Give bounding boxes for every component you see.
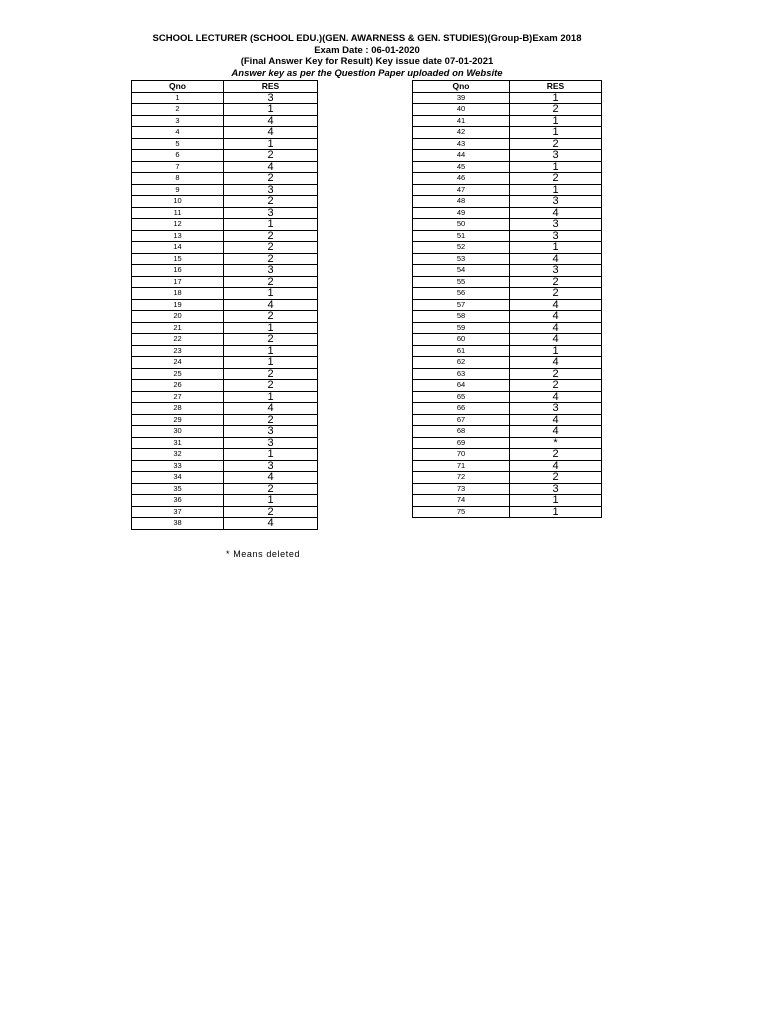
table-row	[413, 437, 602, 449]
answer-response: 1	[224, 288, 318, 300]
question-number: 67	[413, 414, 510, 426]
question-number: 63	[413, 368, 510, 380]
answer-response: 4	[224, 403, 318, 415]
question-number: 18	[132, 288, 224, 300]
answer-response: 4	[510, 207, 602, 219]
question-number: 42	[413, 127, 510, 139]
answer-response: 1	[510, 495, 602, 507]
table-row	[132, 426, 318, 438]
answer-response: 2	[224, 173, 318, 185]
table-row	[413, 127, 602, 139]
table-row	[132, 506, 318, 518]
question-number: 25	[132, 368, 224, 380]
question-number: 62	[413, 357, 510, 369]
answer-response: *	[510, 437, 602, 449]
answer-response: 4	[510, 334, 602, 346]
table-row	[413, 184, 602, 196]
table-row	[132, 138, 318, 150]
table-row	[413, 368, 602, 380]
answer-response: 1	[224, 391, 318, 403]
table-row	[132, 253, 318, 265]
question-number: 5	[132, 138, 224, 150]
question-number: 71	[413, 460, 510, 472]
res-header: RES	[510, 81, 602, 93]
question-number: 53	[413, 253, 510, 265]
question-number: 10	[132, 196, 224, 208]
table-row	[413, 150, 602, 162]
answer-response: 3	[510, 483, 602, 495]
answer-response: 3	[224, 184, 318, 196]
question-number: 64	[413, 380, 510, 392]
table-row	[413, 506, 602, 518]
key-basis-note: Answer key as per the Question Paper uploaded on Website	[231, 67, 503, 79]
res-header: RES	[224, 81, 318, 93]
question-number: 24	[132, 357, 224, 369]
table-row	[132, 104, 318, 116]
table-row	[413, 345, 602, 357]
table-row	[413, 92, 602, 104]
table-row	[413, 449, 602, 461]
question-number: 19	[132, 299, 224, 311]
table-header-row	[132, 81, 318, 93]
answer-response: 1	[510, 242, 602, 254]
answer-response: 3	[224, 437, 318, 449]
table-row	[132, 380, 318, 392]
answer-response: 2	[510, 276, 602, 288]
answer-response: 3	[510, 196, 602, 208]
answer-response: 1	[224, 495, 318, 507]
answer-response: 3	[224, 265, 318, 277]
table-row	[413, 495, 602, 507]
table-row	[132, 368, 318, 380]
answer-response: 1	[510, 115, 602, 127]
answer-response: 2	[510, 368, 602, 380]
table-row	[132, 161, 318, 173]
question-number: 48	[413, 196, 510, 208]
answer-response: 4	[224, 127, 318, 139]
question-number: 40	[413, 104, 510, 116]
answer-response: 3	[510, 265, 602, 277]
table-row	[132, 276, 318, 288]
answer-response: 2	[224, 368, 318, 380]
question-number: 43	[413, 138, 510, 150]
answer-response: 3	[510, 150, 602, 162]
question-number: 28	[132, 403, 224, 415]
question-number: 72	[413, 472, 510, 484]
question-number: 1	[132, 92, 224, 104]
question-number: 20	[132, 311, 224, 323]
question-number: 31	[132, 437, 224, 449]
table-row	[132, 311, 318, 323]
table-row	[132, 127, 318, 139]
table-row	[132, 115, 318, 127]
table-row	[132, 150, 318, 162]
question-number: 33	[132, 460, 224, 472]
question-number: 55	[413, 276, 510, 288]
table-row	[132, 345, 318, 357]
question-number: 70	[413, 449, 510, 461]
question-number: 60	[413, 334, 510, 346]
question-number: 41	[413, 115, 510, 127]
answer-response: 3	[510, 219, 602, 231]
answer-response: 4	[224, 518, 318, 530]
question-number: 49	[413, 207, 510, 219]
answer-response: 4	[510, 311, 602, 323]
question-number: 21	[132, 322, 224, 334]
answer-key-table-right	[412, 80, 602, 518]
question-number: 45	[413, 161, 510, 173]
question-number: 27	[132, 391, 224, 403]
answer-response: 2	[510, 449, 602, 461]
answer-response: 3	[224, 92, 318, 104]
answer-response: 1	[224, 104, 318, 116]
table-row	[132, 207, 318, 219]
question-number: 16	[132, 265, 224, 277]
table-row	[132, 184, 318, 196]
answer-response: 1	[224, 449, 318, 461]
question-number: 69	[413, 437, 510, 449]
table-row	[132, 449, 318, 461]
answer-response: 1	[224, 357, 318, 369]
table-row	[413, 219, 602, 231]
table-row	[413, 288, 602, 300]
answer-response: 2	[224, 242, 318, 254]
table-row	[413, 311, 602, 323]
question-number: 47	[413, 184, 510, 196]
answer-response: 4	[510, 253, 602, 265]
table-row	[413, 161, 602, 173]
table-row	[132, 518, 318, 530]
answer-response: 1	[224, 138, 318, 150]
question-number: 44	[413, 150, 510, 162]
question-number: 22	[132, 334, 224, 346]
answer-response: 2	[510, 173, 602, 185]
question-number: 11	[132, 207, 224, 219]
answer-response: 2	[224, 483, 318, 495]
answer-response: 2	[224, 334, 318, 346]
question-number: 56	[413, 288, 510, 300]
table-row	[132, 92, 318, 104]
table-row	[132, 437, 318, 449]
table-row	[132, 265, 318, 277]
table-row	[132, 495, 318, 507]
question-number: 12	[132, 219, 224, 231]
answer-response: 2	[224, 150, 318, 162]
question-number: 4	[132, 127, 224, 139]
table-row	[132, 288, 318, 300]
question-number: 75	[413, 506, 510, 518]
question-number: 61	[413, 345, 510, 357]
question-number: 17	[132, 276, 224, 288]
qno-header: Qno	[413, 81, 510, 93]
answer-response: 3	[510, 230, 602, 242]
answer-response: 1	[224, 322, 318, 334]
question-number: 6	[132, 150, 224, 162]
question-number: 57	[413, 299, 510, 311]
answer-response: 4	[510, 322, 602, 334]
qno-header: Qno	[132, 81, 224, 93]
table-row	[413, 173, 602, 185]
table-row	[413, 138, 602, 150]
answer-response: 3	[224, 460, 318, 472]
table-row	[132, 230, 318, 242]
question-number: 54	[413, 265, 510, 277]
table-row	[413, 322, 602, 334]
answer-response: 1	[510, 92, 602, 104]
answer-response: 1	[510, 506, 602, 518]
table-row	[413, 299, 602, 311]
table-row	[413, 115, 602, 127]
document-header	[0, 33, 734, 79]
deleted-note: * Means deleted	[226, 549, 301, 559]
question-number: 32	[132, 449, 224, 461]
answer-response: 1	[510, 184, 602, 196]
question-number: 68	[413, 426, 510, 438]
question-number: 15	[132, 253, 224, 265]
question-number: 59	[413, 322, 510, 334]
table-row	[132, 357, 318, 369]
question-number: 26	[132, 380, 224, 392]
table-row	[413, 426, 602, 438]
question-number: 9	[132, 184, 224, 196]
table-row	[132, 299, 318, 311]
table-row	[413, 357, 602, 369]
question-number: 52	[413, 242, 510, 254]
table-row	[132, 472, 318, 484]
answer-response: 2	[510, 288, 602, 300]
question-number: 74	[413, 495, 510, 507]
question-number: 7	[132, 161, 224, 173]
table-row	[413, 242, 602, 254]
question-number: 34	[132, 472, 224, 484]
question-number: 65	[413, 391, 510, 403]
question-number: 35	[132, 483, 224, 495]
answer-response: 4	[224, 299, 318, 311]
table-row	[413, 207, 602, 219]
question-number: 66	[413, 403, 510, 415]
answer-response: 4	[510, 299, 602, 311]
question-number: 29	[132, 414, 224, 426]
question-number: 30	[132, 426, 224, 438]
table-row	[132, 460, 318, 472]
answer-response: 2	[510, 472, 602, 484]
answer-response: 2	[224, 230, 318, 242]
table-row	[132, 483, 318, 495]
table-row	[413, 104, 602, 116]
answer-response: 4	[510, 426, 602, 438]
table-row	[413, 460, 602, 472]
table-row	[132, 219, 318, 231]
exam-title: SCHOOL LECTURER (SCHOOL EDU.)(GEN. AWARNESS & GEN. STUDIES)(Group-B)Exam 2018	[152, 33, 582, 44]
question-number: 51	[413, 230, 510, 242]
answer-response: 4	[510, 357, 602, 369]
answer-response: 2	[224, 414, 318, 426]
question-number: 73	[413, 483, 510, 495]
table-row	[413, 380, 602, 392]
question-number: 46	[413, 173, 510, 185]
table-row	[413, 276, 602, 288]
answer-key-table-left	[131, 80, 318, 530]
answer-response: 3	[224, 426, 318, 438]
question-number: 37	[132, 506, 224, 518]
question-number: 39	[413, 92, 510, 104]
table-row	[132, 334, 318, 346]
table-header-row	[413, 81, 602, 93]
question-number: 2	[132, 104, 224, 116]
answer-response: 1	[224, 345, 318, 357]
answer-response: 2	[224, 506, 318, 518]
table-row	[413, 230, 602, 242]
question-number: 58	[413, 311, 510, 323]
table-row	[132, 391, 318, 403]
table-row	[132, 242, 318, 254]
question-number: 38	[132, 518, 224, 530]
table-row	[413, 472, 602, 484]
table-row	[132, 403, 318, 415]
table-row	[132, 414, 318, 426]
answer-response: 2	[224, 380, 318, 392]
answer-response: 3	[510, 403, 602, 415]
answer-response: 2	[510, 104, 602, 116]
answer-response: 1	[510, 127, 602, 139]
table-row	[132, 322, 318, 334]
question-number: 23	[132, 345, 224, 357]
table-row	[132, 173, 318, 185]
answer-response: 3	[224, 207, 318, 219]
table-row	[413, 403, 602, 415]
table-row	[413, 196, 602, 208]
question-number: 13	[132, 230, 224, 242]
table-row	[413, 483, 602, 495]
answer-response: 2	[224, 196, 318, 208]
table-row	[413, 414, 602, 426]
answer-response: 2	[224, 311, 318, 323]
question-number: 36	[132, 495, 224, 507]
answer-response: 1	[224, 219, 318, 231]
key-issue-info: (Final Answer Key for Result) Key issue date 07-01-2021	[240, 56, 494, 68]
table-row	[413, 265, 602, 277]
answer-response: 4	[510, 460, 602, 472]
answer-response: 4	[224, 472, 318, 484]
table-row	[413, 334, 602, 346]
answer-response: 2	[510, 138, 602, 150]
table-row	[413, 253, 602, 265]
question-number: 50	[413, 219, 510, 231]
answer-response: 2	[224, 276, 318, 288]
table-row	[132, 196, 318, 208]
answer-response: 4	[224, 161, 318, 173]
answer-response: 4	[510, 391, 602, 403]
answer-response: 1	[510, 161, 602, 173]
answer-response: 4	[224, 115, 318, 127]
exam-date: Exam Date : 06-01-2020	[314, 44, 420, 56]
question-number: 8	[132, 173, 224, 185]
question-number: 14	[132, 242, 224, 254]
question-number: 3	[132, 115, 224, 127]
answer-response: 4	[510, 414, 602, 426]
answer-response: 1	[510, 345, 602, 357]
answer-response: 2	[510, 380, 602, 392]
table-row	[413, 391, 602, 403]
answer-response: 2	[224, 253, 318, 265]
